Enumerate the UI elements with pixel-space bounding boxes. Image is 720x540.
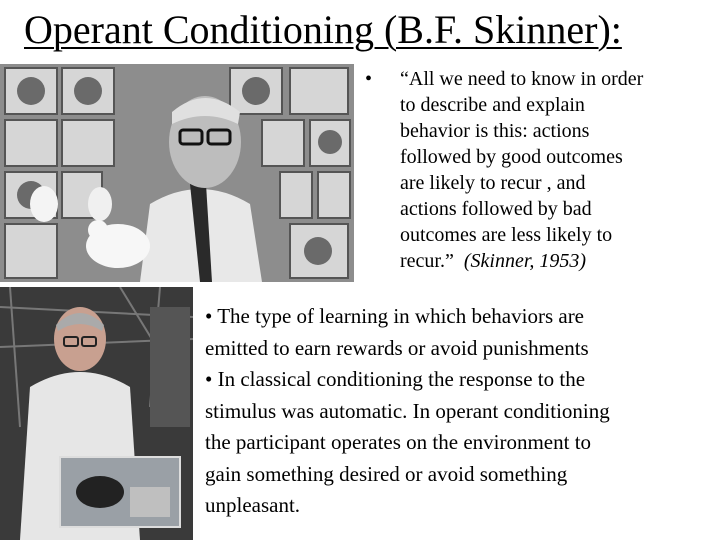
- quote-line-last: [400, 248, 715, 274]
- body-line: emitted to earn rewards or avoid punishments: [205, 335, 589, 360]
- skinner-rat-photo: [0, 287, 193, 540]
- body-line: unpleasant.: [205, 493, 301, 517]
- quote-line: “All we need to know in order: [400, 68, 644, 90]
- quote-line: actions followed by bad: [400, 198, 592, 220]
- quote-text: [400, 66, 715, 274]
- quote-line: behavior is this: actions: [400, 120, 590, 142]
- body-line: gain something desired or avoid something: [205, 461, 568, 486]
- quote-end: recur.”: [400, 250, 454, 272]
- body-line: the participant operates on the environment to: [205, 430, 592, 454]
- body-text: [205, 301, 717, 522]
- body-line: • The type of learning in which behaviors are: [205, 304, 585, 328]
- quote-line: outcomes are less likely to: [400, 224, 613, 246]
- quote-line: followed by good outcomes: [400, 146, 623, 168]
- quote-citation: (Skinner, 1953): [463, 250, 587, 272]
- quote-bullet: •: [365, 68, 373, 90]
- body-line: • In classical conditioning the response to the: [205, 367, 586, 391]
- skinner-pigeon-photo: [0, 64, 354, 282]
- slide-title: Operant Conditioning (B.F. Skinner):: [24, 7, 622, 52]
- quote-line: to describe and explain: [400, 94, 585, 116]
- quote-line: are likely to recur , and: [400, 172, 586, 194]
- body-line: stimulus was automatic. In operant conditioning: [205, 398, 610, 423]
